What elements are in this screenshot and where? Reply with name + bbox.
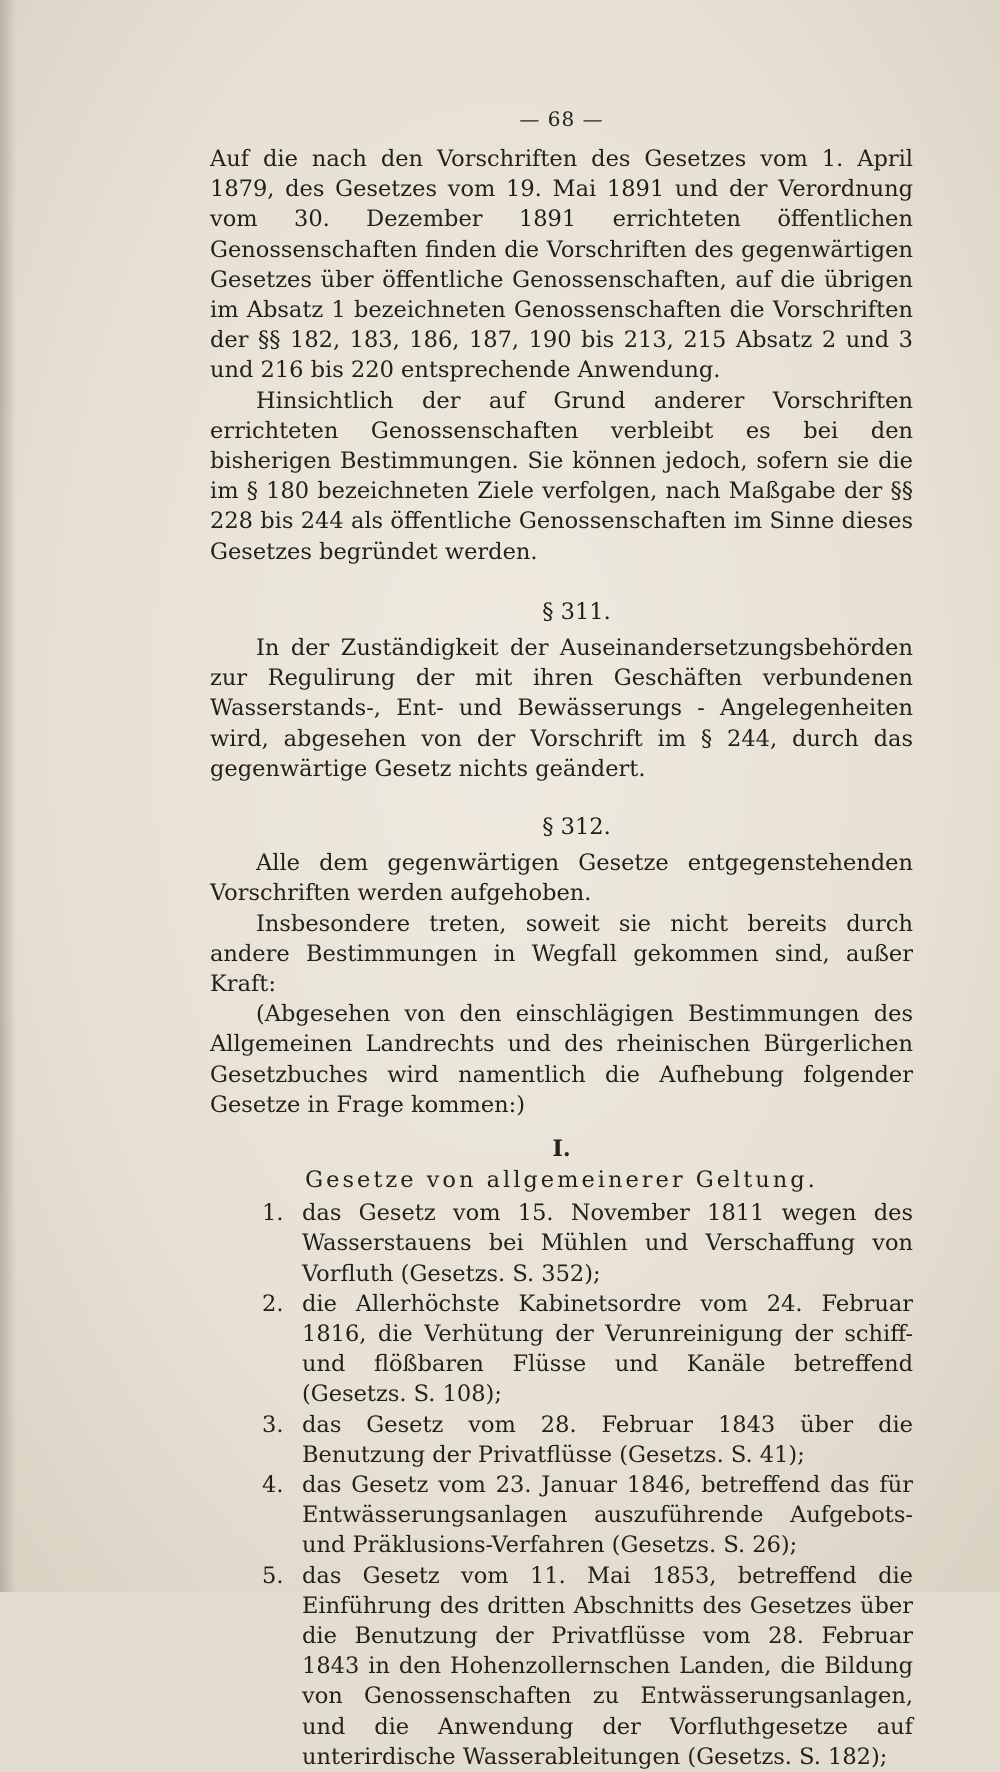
page-spine-shadow xyxy=(0,0,16,1592)
paragraph: In der Zuständigkeit der Auseinandersetzungsbehörden zur Regulirung der mit ihren Geschäften verbundenen Wasserstands-, Ent- und Bewässerungs - Angelegenheiten wird, abgesehen von der Vorschrift im § 244, durch das gegenwärtige Gesetz nichts geändert. xyxy=(210,635,913,782)
list-text: die Allerhöchste Kabinetsordre vom 24. Februar 1816, die Verhütung der Verunreinigung der schiff- und flößbaren Flüsse und Kanäle betreffend (Gesetzs. S. 108); xyxy=(302,1290,913,1408)
section-heading-311: § 311. xyxy=(542,598,611,625)
list-text: das Gesetz vom 11. Mai 1853, betreffend die Einführung des dritten Abschnitts des Gesetzes über die Benutzung der Privatflüsse vom 28. Februar 1843 in den Hohenzollernschen Landen, die Bildung von Genossenschaften zu Entwässerungsanlagen, und die Anwendung der Vorfluthgesetze auf unterirdische Wasserableitungen (Gesetzs. S. 182); xyxy=(302,1562,913,1770)
list-number: 1. xyxy=(262,1200,284,1227)
list-text: das Gesetz vom 28. Februar 1843 über die Benutzung der Privatflüsse (Gesetzs. S. 41); xyxy=(302,1411,913,1468)
list-item xyxy=(210,1198,913,1289)
list-number: 4. xyxy=(262,1471,284,1498)
list-text: das Gesetz vom 23. Januar 1846, betreffend das für Entwässerungsanlagen auszuführende Aufgebots- und Präklusions-Verfahren (Gesetzs. S. 26); xyxy=(302,1471,913,1559)
page-number: — 68 — xyxy=(519,107,604,131)
list-number: 3. xyxy=(262,1411,284,1438)
list-number: 5. xyxy=(262,1562,284,1589)
paragraph: Alle dem gegenwärtigen Gesetze entgegenstehenden Vorschriften werden aufgehoben. xyxy=(210,850,913,907)
roman-heading: I. xyxy=(552,1136,571,1163)
paragraph: Auf die nach den Vorschriften des Gesetzes vom 1. April 1879, des Gesetzes vom 19. Mai 1891 und der Verordnung vom 30. Dezember 1891 errichteten öffentlichen Genossenschaften finden die Vorschriften des gegenwärtigen Gesetzes über öffentliche Genossenschaften, auf die übrigen im Absatz 1 bezeichneten Genossenschaften die Vorschriften der §§ 182, 183, 186, 187, 190 bis 213, 215 Absatz 2 und 3 und 216 bis 220 entsprechende Anwendung. xyxy=(210,146,913,384)
paragraph: Hinsichtlich der auf Grund anderer Vorschriften errichteten Genossenschaften verbleibt es bei den bisherigen Bestimmungen. Sie können jedoch, sofern sie die im § 180 bezeichneten Ziele verfolgen, nach Maßgabe der §§ 228 bis 244 als öffentliche Genossenschaften im Sinne dieses Gesetzes begründet werden. xyxy=(210,387,913,565)
list-item xyxy=(210,1410,913,1470)
list-text: das Gesetz vom 15. November 1811 wegen des Wasserstauens bei Mühlen und Verschaffung von Vorfluth (Gesetzs. S. 352); xyxy=(302,1200,913,1287)
list-item xyxy=(210,1561,913,1772)
text-block xyxy=(210,100,913,1772)
subheading: Gesetze von allgemeinerer Geltung. xyxy=(305,1167,818,1194)
paragraph: (Abgesehen von den einschlägigen Bestimmungen des Allgemeinen Landrechts und des rheinischen Bürgerlichen Gesetzbuches wird namentlich die Aufhebung folgender Gesetze in Frage kommen:) xyxy=(210,1001,913,1118)
list-item xyxy=(210,1289,913,1410)
paragraph: Insbesondere treten, soweit sie nicht bereits durch andere Bestimmungen in Wegfall gekommen sind, außer Kraft: xyxy=(210,910,913,998)
list-item xyxy=(210,1470,913,1561)
section-heading-312: § 312. xyxy=(542,814,611,841)
list-number: 2. xyxy=(262,1290,284,1317)
law-list xyxy=(210,1198,913,1772)
